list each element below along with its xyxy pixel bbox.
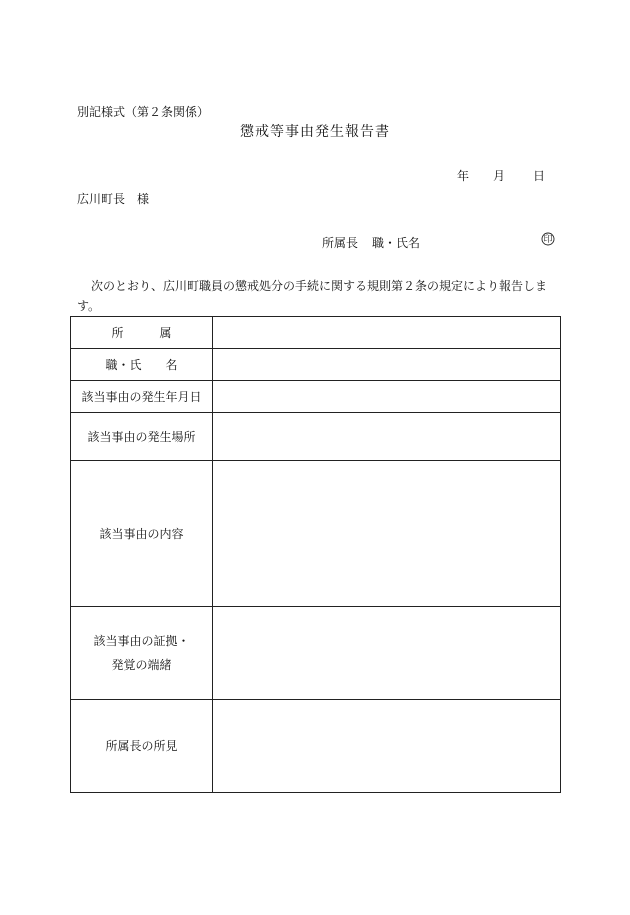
affiliation-field[interactable] [213, 317, 561, 349]
table-row-affiliation [71, 317, 561, 349]
row-label-occurrence-place: 該当事由の発生場所 [71, 413, 213, 461]
seal-text: 印 [543, 235, 553, 246]
report-table [70, 316, 561, 793]
row-label-details: 該当事由の内容 [71, 461, 213, 607]
row-label-occurrence-date: 該当事由の発生年月日 [71, 381, 213, 413]
details-field[interactable] [213, 461, 561, 607]
seal-icon [541, 232, 555, 246]
row-label-position-name: 職・氏 名 [71, 349, 213, 381]
table-row-position-name [71, 349, 561, 381]
document-title: 懲戒等事由発生報告書 [240, 124, 390, 140]
table-row-evidence [71, 607, 561, 700]
supervisor-opinion-field[interactable] [213, 700, 561, 793]
sender-name-label: 職・氏名 [372, 236, 421, 250]
evidence-field[interactable] [213, 607, 561, 700]
row-label-supervisor-opinion: 所属長の所見 [71, 700, 213, 793]
form-label: 別記様式（第２条関係） [77, 105, 210, 119]
date-year-label: 年 [457, 169, 470, 183]
sender-line [322, 234, 420, 251]
row-label-affiliation: 所 属 [71, 317, 213, 349]
occurrence-place-field[interactable] [213, 413, 561, 461]
position-name-field[interactable] [213, 349, 561, 381]
sender-role: 所属長 [322, 236, 359, 250]
table-row-occurrence-place [71, 413, 561, 461]
date-day-label: 日 [533, 169, 546, 183]
table-row-supervisor-opinion [71, 700, 561, 793]
table-row-occurrence-date [71, 381, 561, 413]
addressee-honorific: 様 [137, 192, 150, 206]
addressee-title: 広川町長 [77, 192, 126, 206]
addressee [77, 190, 149, 207]
occurrence-date-field[interactable] [213, 381, 561, 413]
date-month-label: 月 [493, 169, 506, 183]
row-label-evidence: 該当事由の証拠・ 発覚の端緒 [71, 607, 213, 700]
table-row-details [71, 461, 561, 607]
body-paragraph: 次のとおり、広川町職員の懲戒処分の手続に関する規則第２条の規定により報告します。 [77, 279, 548, 313]
